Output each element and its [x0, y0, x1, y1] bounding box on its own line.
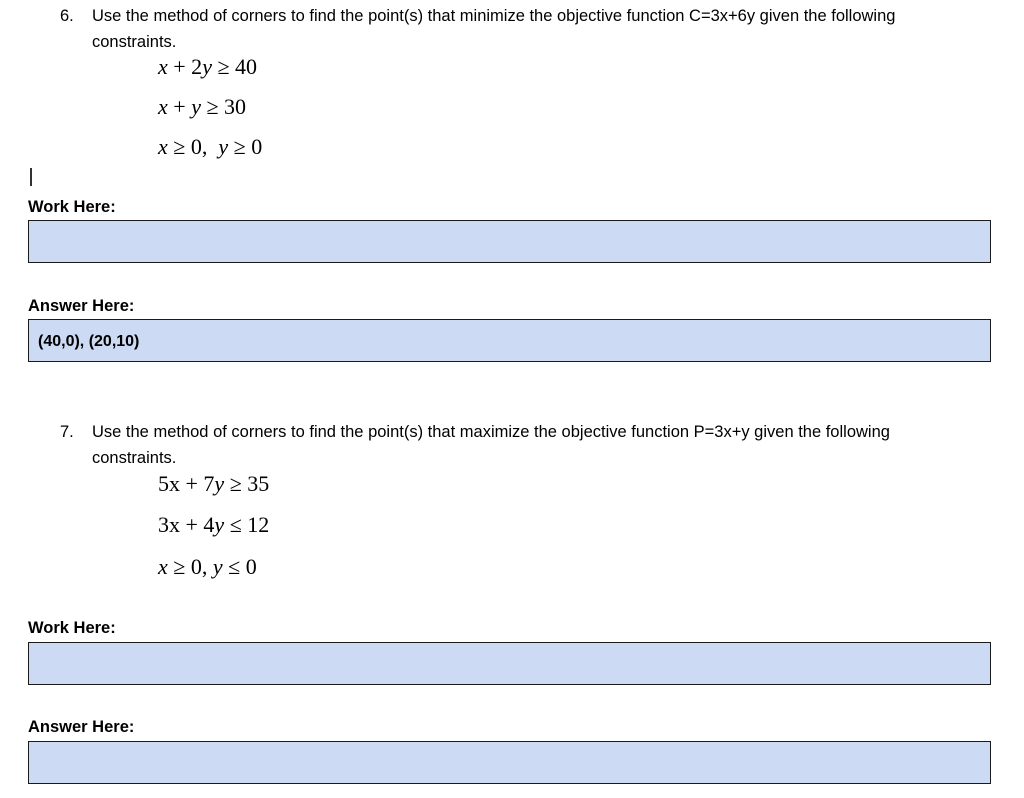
question-6-work-field[interactable] [28, 220, 991, 263]
question-7-constraint-2: 3x + 4y ≤ 12 [158, 512, 270, 537]
question-6-constraint-2: x + y ≥ 30 [158, 94, 247, 119]
question-7-text-line1: Use the method of corners to find the point(s) that maximize the objective function P=3x+y given the following [92, 423, 890, 441]
question-6-answer-value: (40,0), (20,10) [38, 333, 140, 350]
question-6-constraint-1: x + 2y ≥ 40 [158, 54, 258, 79]
question-6-text-line1: Use the method of corners to find the point(s) that minimize the objective function C=3x+6y given the following [92, 7, 896, 25]
question-7-work-label: Work Here: [28, 619, 116, 637]
question-6-answer-label: Answer Here: [28, 297, 135, 315]
question-7-nonnegativity: x ≥ 0, y ≤ 0 [158, 554, 257, 579]
question-6-text-line2: constraints. [92, 33, 177, 51]
question-7-number: 7. [60, 423, 74, 441]
question-6-work-label: Work Here: [28, 198, 116, 216]
question-6-answer-field[interactable] [28, 319, 991, 362]
question-7-answer-label: Answer Here: [28, 718, 135, 736]
text-cursor [30, 168, 32, 186]
question-6-number: 6. [60, 7, 74, 25]
question-7-work-field[interactable] [28, 642, 991, 685]
question-7-text-line2: constraints. [92, 449, 177, 467]
question-7-answer-field[interactable] [28, 741, 991, 784]
question-6-nonnegativity: x ≥ 0, y ≥ 0 [158, 134, 263, 159]
question-7-constraint-1: 5x + 7y ≥ 35 [158, 471, 270, 496]
